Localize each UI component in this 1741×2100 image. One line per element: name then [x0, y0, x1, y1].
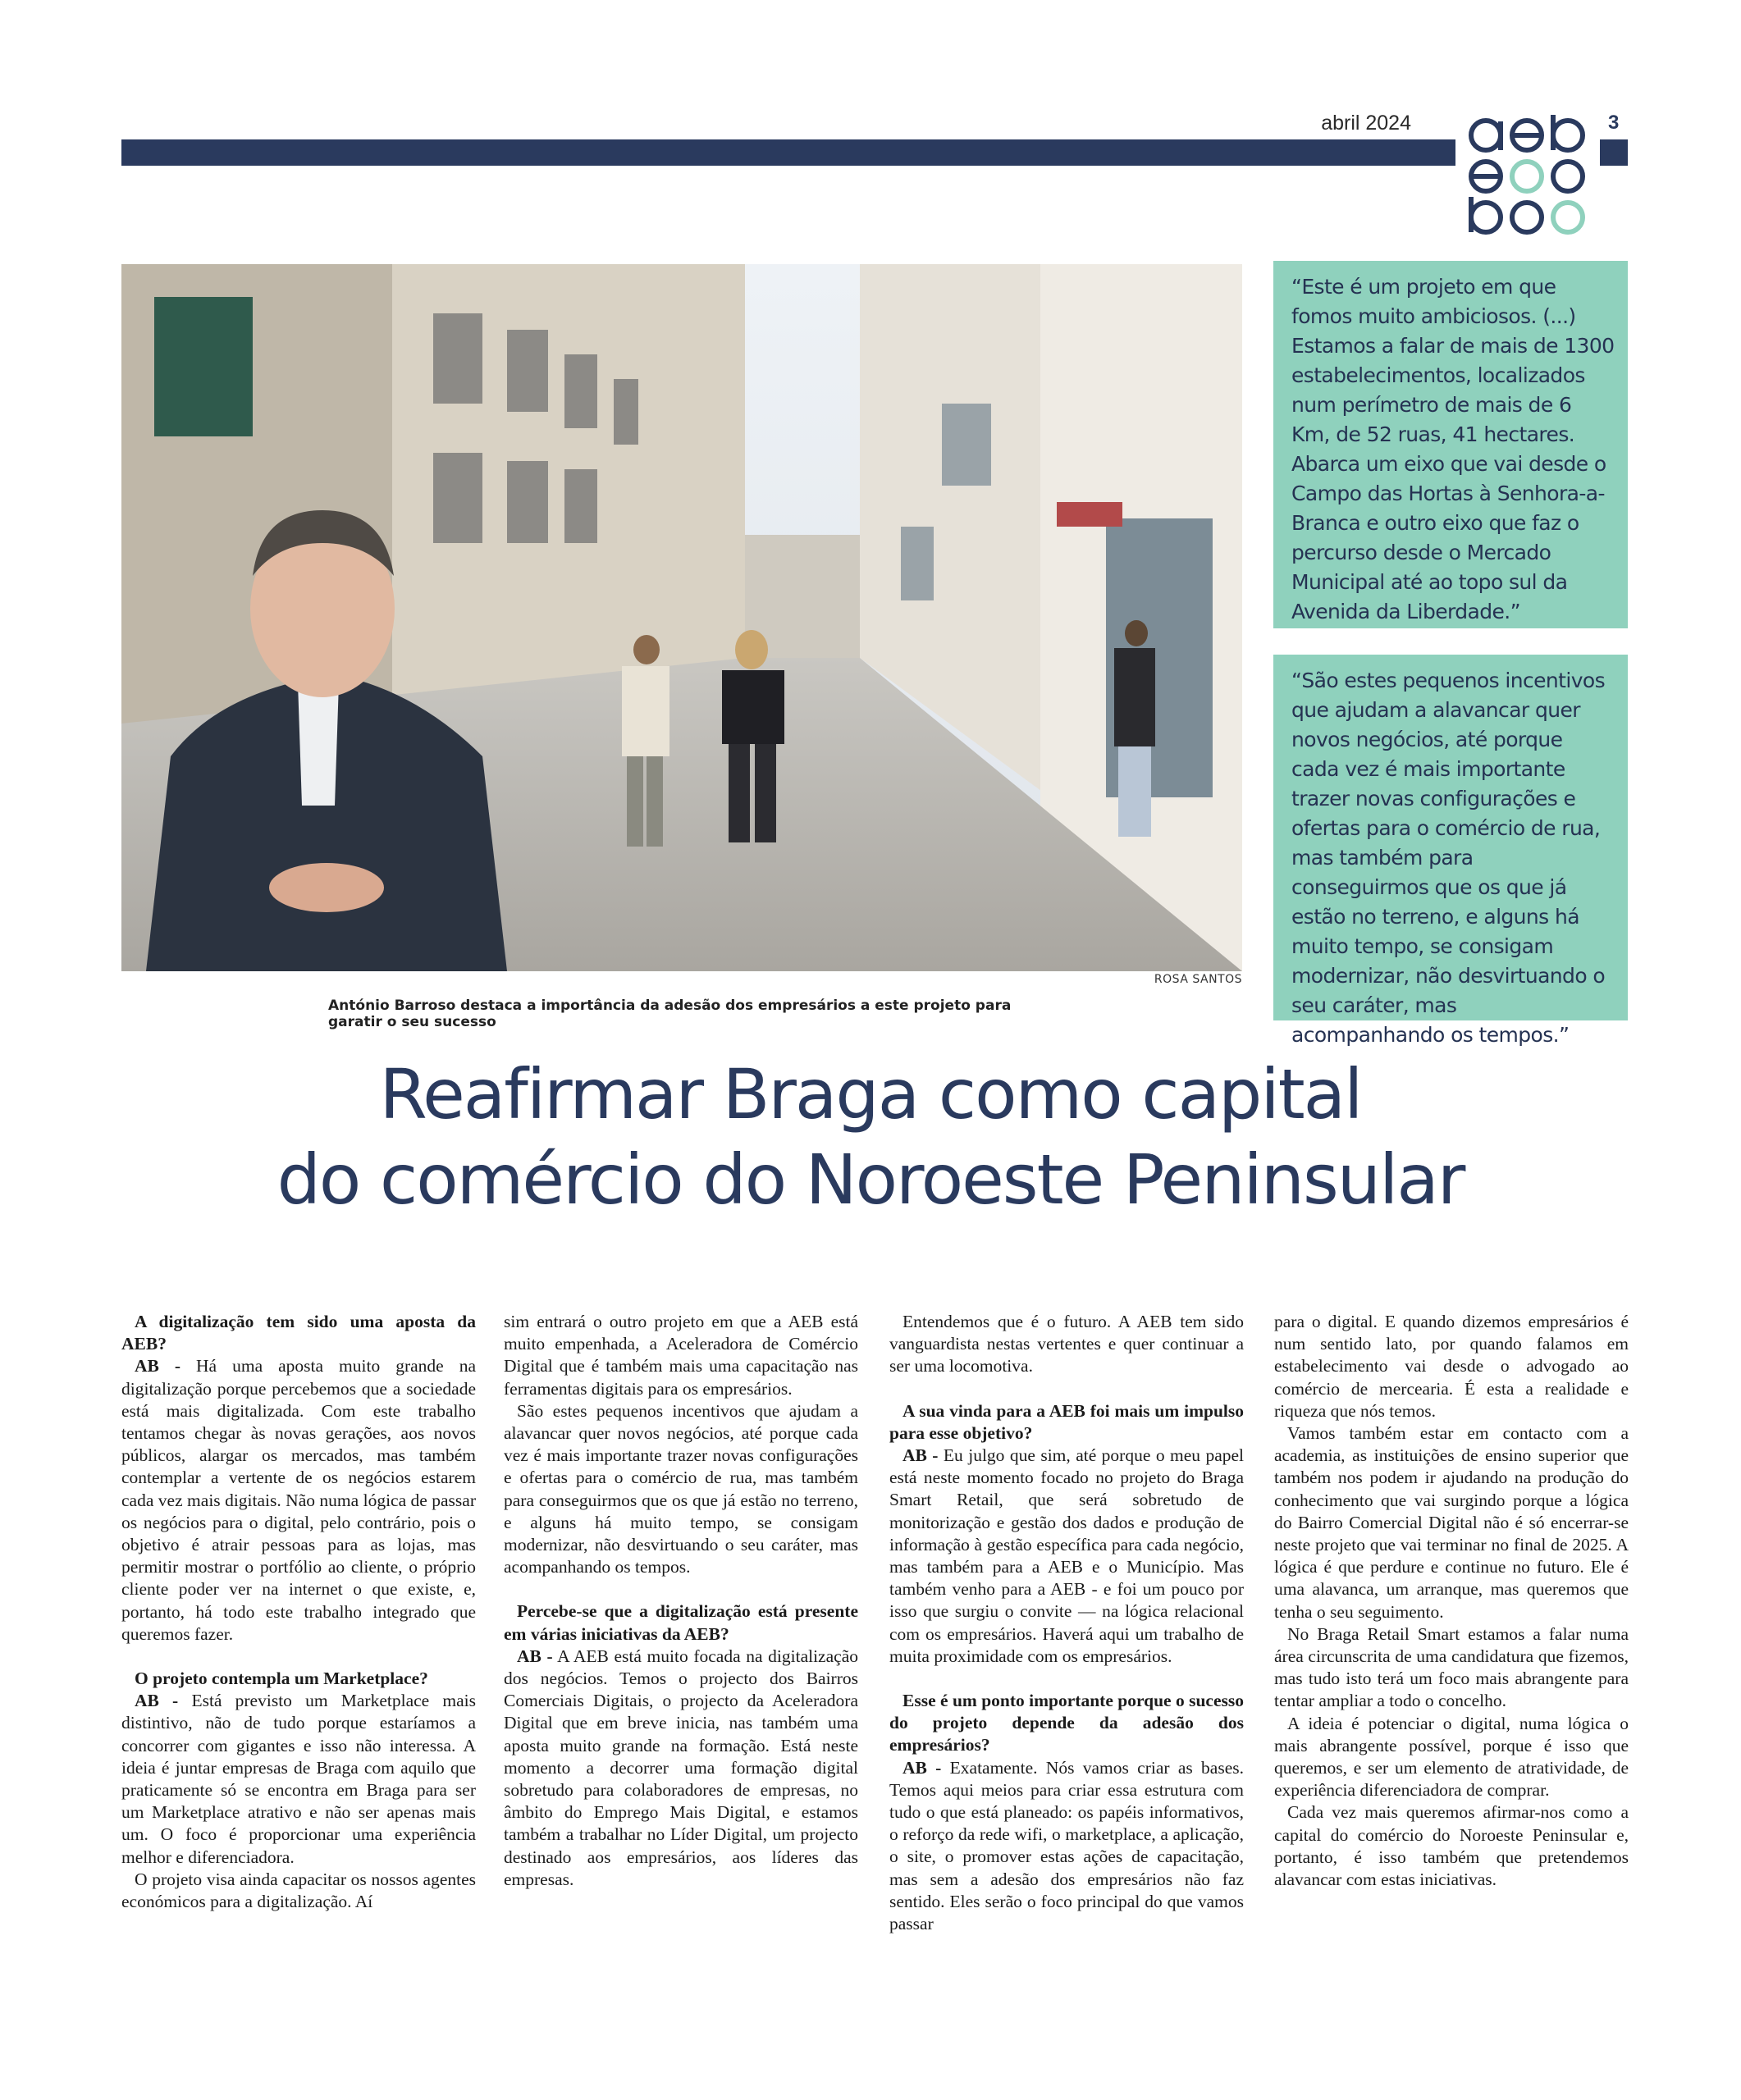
article-column-3: [889, 1311, 1244, 1935]
speaker-label: AB -: [517, 1646, 553, 1666]
interview-question: Percebe-se que a digitalização está presente em várias iniciativas da AEB?: [504, 1601, 858, 1644]
headline-line-1: Reafirmar Braga como capital: [379, 1054, 1362, 1134]
pull-quote-1: “Este é um projeto em que fomos muito ambiciosos. (...) Estamos a falar de mais de 1300 estabelecimentos, localizados num perímetro de mais de 6 Km, de 52 ruas, 41 hectares. Abarca um eixo que vai desde o Campo das Hortas à Senhora-a-Branca e outro eixo que faz o percurso desde o Mercado Municipal até ao topo sul da Avenida da Liberdade.”: [1273, 261, 1628, 628]
interview-question: A sua vinda para a AEB foi mais um impulso para esse objetivo?: [889, 1400, 1244, 1443]
interview-answer: AB - Há uma aposta muito grande na digitalização porque percebemos que a sociedade está mais digitalizada. Com este trabalho tentamos chegar às novas gerações, aos novos públicos, alargar os mercados, mas também contemplar a vertente de os negócios estarem cada vez mais digitais. Não numa lógica de passar os negócios para o digital, pelo contrário, pois o objetivo é atrair pessoas para as lojas, mas permitir mostrar o portfólio ao cliente, o próprio cliente poder ver na internet o que existe, e, portanto, há todo este trabalho integrado que queremos fazer.: [121, 1356, 476, 1644]
interview-question: Esse é um ponto importante porque o sucesso do projeto depende da adesão dos empresários?: [889, 1691, 1244, 1755]
article-paragraph: sim entrará o outro projeto em que a AEB está muito empenhada, a Aceleradora de Comércio Digital que é também mais uma capacitação nas ferramentas digitais para os empresários.: [504, 1312, 858, 1399]
issue-date: abril 2024: [1321, 112, 1411, 135]
article-paragraph: Cada vez mais queremos afirmar-nos como a capital do comércio do Noroeste Peninsular e, portanto, é isso também que pretendemos alavancar com estas iniciativas.: [1274, 1802, 1629, 1890]
header-bar: [121, 139, 1455, 166]
header-corner-block: [1600, 139, 1628, 166]
article-paragraph: Entendemos que é o futuro. A AEB tem sido vanguardista nestas vertentes e quer continuar a ser uma locomotiva.: [889, 1312, 1244, 1376]
interview-answer: AB - Exatamente. Nós vamos criar as bases. Temos aqui meios para criar essa estrutura com tudo o que está planeado: os papéis informativos, o reforço da rede wifi, o marketplace, a aplicação, o site, o promover estas ações de capacitação, mas sem a adesão dos empresários não faz sentido. Eles serão o foco principal do que vamos passar: [889, 1757, 1245, 1934]
photo-credit: ROSA SANTOS: [1154, 973, 1242, 986]
interview-answer: AB - A AEB está muito focada na digitalização dos negócios. Temos o projecto dos Bairros Comerciais Digitais, o projecto da Aceleradora Digital que em breve inicia, nas também uma aposta muito grande na formação. Está neste momento a decorrer uma formação digital sobretudo para colaboradores de empresas, no âmbito do Emprego Mais Digital, e estamos também a trabalhar no Líder Digital, um projecto destinado aos empresários, aos líderes das empresas.: [504, 1646, 858, 1889]
article-paragraph: Vamos também estar em contacto com a academia, as instituições de ensino superior que também nos podem ir ajudando na produção do conhecimento que vai surgindo porque a lógica do Bairro Comercial Digital não é só encerrar-se neste projeto que vai terminar no final de 2025. A lógica é que perdure e continue no futuro. Ele é uma alavanca, um arranque, mas queremos que tenha o seu seguimento.: [1274, 1423, 1629, 1622]
pull-quote-2: “São estes pequenos incentivos que ajudam a alavancar quer novos negócios, até porque cada vez é mais importante trazer novas configurações e ofertas para o comércio de rua, mas também para conseguirmos que os que já estão no terreno, e alguns há muito tempo, se consigam modernizar, não desvirtuando o seu caráter, mas acompanhando os tempos.”: [1273, 655, 1628, 1020]
interview-answer: AB - Eu julgo que sim, até porque o meu papel está neste momento focado no projeto do Braga Smart Retail, que será sobretudo de monitorização e gestão dos dados e produção de informação à gestão específica para cada negócio, mas também para a AEB e o Município. Mas também venho para a AEB - e foi um pouco por isso que surgiu o convite — na lógica relacional com os empresários. Haverá aqui um trabalho de muita proximidade com os empresários.: [889, 1445, 1245, 1666]
article-paragraph: A ideia é potenciar o digital, numa lógica o mais abrangente possível, porque é isso que queremos, e ser um elemento de atratividade, de experiência diferenciadora de comprar.: [1274, 1713, 1629, 1801]
interview-question: O projeto contempla um Marketplace?: [135, 1669, 428, 1689]
page-number: 3: [1608, 112, 1620, 134]
photo-caption: António Barroso destaca a importância da adesão dos empresários a este projeto para garatir o seu sucesso: [328, 998, 1012, 1030]
article-paragraph: No Braga Retail Smart estamos a falar numa área circunscrita de uma candidatura que fizemos, mas tudo isto terá um foco mais abrangente para tentar ampliar a todo o concelho.: [1274, 1623, 1629, 1711]
article-column-4: [1274, 1311, 1629, 1891]
headline-line-2: do comércio do Noroeste Peninsular: [276, 1139, 1465, 1220]
speaker-label: AB -: [135, 1356, 181, 1376]
article-paragraph: para o digital. E quando dizemos empresários é num sentido lato, por quando falamos em estabelecimento vai desde o advogado ao comércio de mercearia. É esta a realidade e riqueza que nós temos.: [1274, 1312, 1629, 1421]
interview-answer: AB - Está previsto um Marketplace mais distintivo, não de tudo porque estaríamos a concorrer com gigantes e isso não interessa. A ideia é juntar empresas de Braga com aquilo que praticamente só se encontra em Braga para ser um Marketplace atrativo e não ser apenas mais um. O foco é proporcionar uma experiência melhor e diferenciadora.: [121, 1691, 477, 1867]
article-headline: [0, 1052, 1741, 1222]
article-paragraph: São estes pequenos incentivos que ajudam a alavancar quer novos negócios, até porque cada vez é mais importante trazer novas configurações e ofertas para o comércio de rua, mas também para conseguirmos que os que já estão no terreno, e alguns há muito tempo, se consigam modernizar, não desvirtuando o seu caráter, mas acompanhando os tempos.: [504, 1400, 858, 1577]
article-column-2: [504, 1311, 858, 1891]
speaker-label: AB -: [902, 1445, 939, 1466]
street-photo: [121, 264, 1242, 971]
speaker-label: AB -: [902, 1757, 942, 1778]
article-column-1: [121, 1311, 476, 1913]
article-paragraph: O projeto visa ainda capacitar os nossos agentes económicos para a digitalização. Aí: [121, 1869, 476, 1912]
interview-question: A digitalização tem sido uma aposta da AEB?: [121, 1312, 476, 1354]
aeb-logo: [1465, 115, 1588, 238]
speaker-label: AB -: [135, 1691, 179, 1711]
